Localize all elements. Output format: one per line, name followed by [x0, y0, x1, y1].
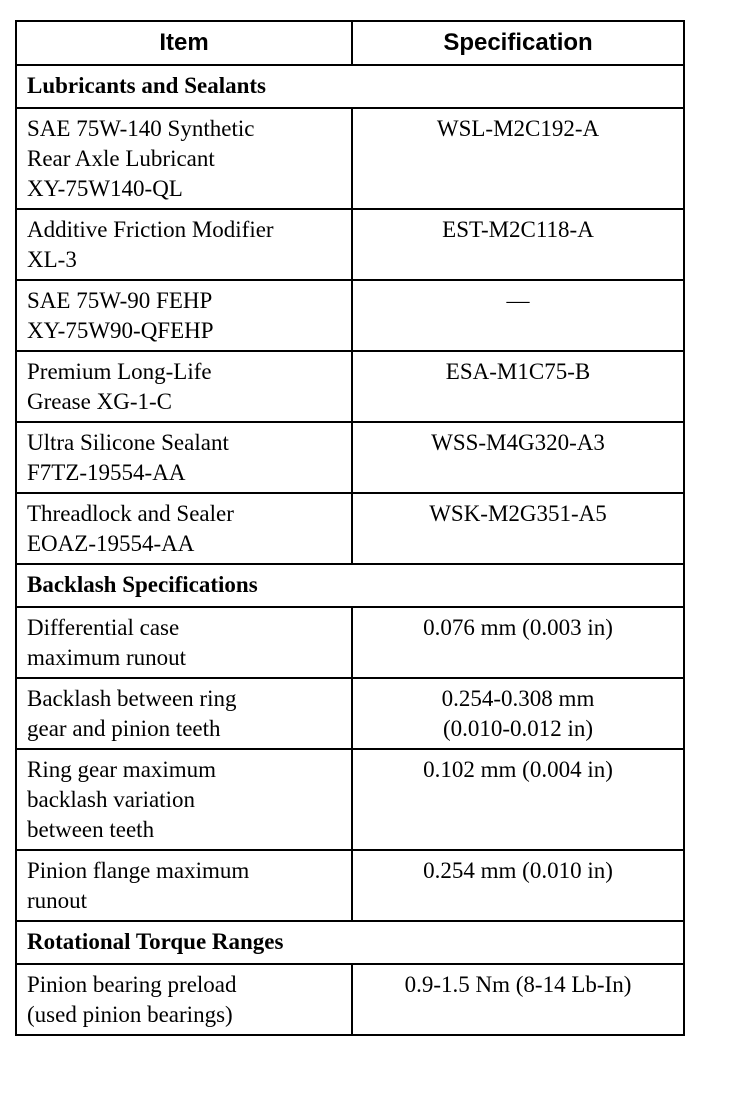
item-text-line: runout — [27, 888, 88, 913]
item-text-line: Ring gear maximum — [27, 757, 217, 782]
specification-text-line: WSS-M4G320-A3 — [431, 430, 605, 455]
specification-text-line: 0.254-0.308 mm — [441, 686, 595, 711]
item-text-line: SAE 75W-140 Synthetic — [27, 116, 255, 141]
section-row — [16, 65, 684, 108]
table-row — [16, 351, 684, 422]
item-text-line: Threadlock and Sealer — [27, 501, 234, 526]
table-row — [16, 850, 684, 921]
specification-cell — [352, 607, 684, 678]
item-text-line: XL-3 — [27, 247, 77, 272]
item-text-line: SAE 75W-90 FEHP — [27, 288, 213, 313]
item-text-line: Backlash between ring — [27, 686, 237, 711]
specification-cell — [352, 108, 684, 209]
specification-text-line: 0.076 mm (0.003 in) — [423, 615, 613, 640]
specification-text-line: ESA-M1C75-B — [445, 359, 591, 384]
specification-cell — [352, 678, 684, 749]
table-row — [16, 493, 684, 564]
item-text-line: Pinion flange maximum — [27, 858, 250, 883]
specification-cell — [352, 280, 684, 351]
item-text-line: XY-75W140-QL — [27, 176, 183, 201]
table-row — [16, 749, 684, 850]
item-column-header: Item — [16, 21, 352, 65]
item-text-line: XY-75W90-QFEHP — [27, 318, 214, 343]
item-text-line: Rear Axle Lubricant — [27, 146, 215, 171]
specification-text-line: (0.010-0.012 in) — [442, 716, 594, 741]
specification-text-line: WSK-M2G351-A5 — [429, 501, 607, 526]
item-text-line: Differential case — [27, 615, 180, 640]
specification-text-line: — — [506, 288, 530, 313]
item-text-line: Additive Friction Modifier — [27, 217, 274, 242]
specification-column-header: Specification — [352, 21, 684, 65]
item-text-line: EOAZ-19554-AA — [27, 531, 195, 556]
specification-text-line: EST-M2C118-A — [442, 217, 594, 242]
specification-cell — [352, 493, 684, 564]
specification-cell — [352, 209, 684, 280]
item-cell — [16, 749, 352, 850]
table-row — [16, 108, 684, 209]
item-cell — [16, 964, 352, 1035]
item-text-line: Pinion bearing preload — [27, 972, 237, 997]
specification-cell — [352, 351, 684, 422]
specification-text-line: WSL-M2C192-A — [436, 116, 600, 141]
item-cell — [16, 678, 352, 749]
section-row — [16, 564, 684, 607]
table-row — [16, 280, 684, 351]
item-cell — [16, 493, 352, 564]
item-text-line: Premium Long-Life — [27, 359, 212, 384]
item-text-line: gear and pinion teeth — [27, 716, 221, 741]
section-row — [16, 921, 684, 964]
table-body — [16, 65, 684, 1035]
item-cell — [16, 108, 352, 209]
table-row — [16, 422, 684, 493]
item-text-line: Ultra Silicone Sealant — [27, 430, 229, 455]
table-row — [16, 678, 684, 749]
item-text-line: F7TZ-19554-AA — [27, 460, 186, 485]
specification-cell — [352, 422, 684, 493]
section-title: Lubricants and Sealants — [16, 65, 684, 108]
header-row — [16, 21, 684, 65]
item-text-line: between teeth — [27, 817, 155, 842]
item-cell — [16, 422, 352, 493]
specification-cell — [352, 850, 684, 921]
item-cell — [16, 850, 352, 921]
specification-cell — [352, 964, 684, 1035]
item-cell — [16, 607, 352, 678]
section-title: Rotational Torque Ranges — [16, 921, 684, 964]
section-title: Backlash Specifications — [16, 564, 684, 607]
table-row — [16, 209, 684, 280]
specification-cell — [352, 749, 684, 850]
table-row — [16, 607, 684, 678]
item-text-line: (used pinion bearings) — [27, 1002, 233, 1027]
specification-text-line: 0.102 mm (0.004 in) — [423, 757, 613, 782]
specification-table — [15, 20, 685, 1036]
item-cell — [16, 351, 352, 422]
item-text-line: maximum runout — [27, 645, 187, 670]
item-text-line: backlash variation — [27, 787, 195, 812]
item-text-line: Grease XG-1-C — [27, 389, 172, 414]
item-cell — [16, 209, 352, 280]
item-cell — [16, 280, 352, 351]
specification-text-line: 0.254 mm (0.010 in) — [423, 858, 613, 883]
specification-text-line: 0.9-1.5 Nm (8-14 Lb-In) — [404, 972, 632, 997]
table-row — [16, 964, 684, 1035]
